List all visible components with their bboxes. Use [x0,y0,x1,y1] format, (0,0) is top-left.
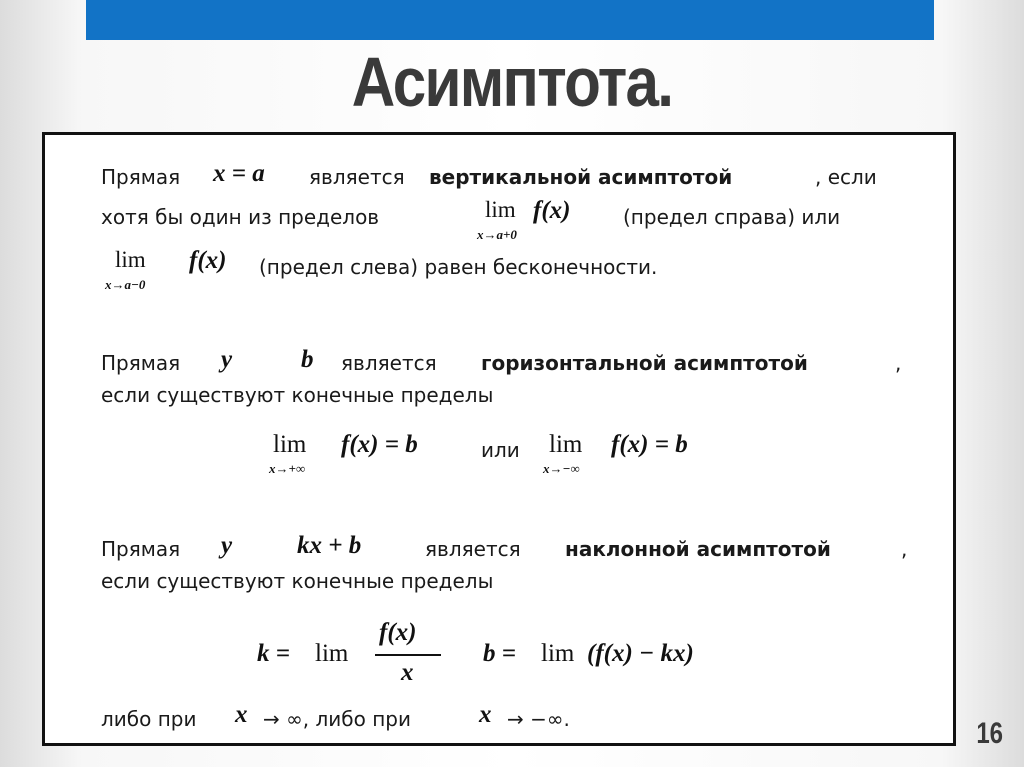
lim-minus-inf: lim [549,431,583,458]
lim-left: lim [115,247,146,272]
k-equals: k = [257,640,290,667]
lim-b: lim [541,640,575,667]
fraction-numerator: f(x) [379,619,417,646]
horizontal-expr-2: f(x) = b [611,431,688,458]
footer-text-1: либо при [101,707,197,731]
lim-minus-inf-sub: x→−∞ [543,461,580,476]
fraction-denominator: x [401,659,414,686]
lim-plus-inf: lim [273,431,307,458]
lim-left-sub: x→a−0 [105,277,146,292]
oblique-expr: kx + b [297,532,362,559]
b-expression: (f(x) − kx) [587,640,694,667]
vertical-equation: x = a [213,160,265,187]
horizontal-or: или [481,438,520,462]
vertical-verb: является [309,165,405,189]
vertical-tail: , если [815,165,877,189]
lim-k: lim [315,640,349,667]
footer-text-2: → ∞, либо при [263,707,411,731]
lim-right: lim [485,197,516,222]
vertical-line2: хотя бы один из пределов [101,205,380,229]
vertical-prefix: Прямая [101,165,181,189]
oblique-term: наклонной асимптотой [565,537,831,561]
footer-text-3: → −∞. [507,707,570,731]
oblique-verb: является [425,537,521,561]
lim-right-sub: x→a+0 [477,227,517,242]
oblique-var-y: y [221,532,233,559]
slide-title: Асимптота. [351,43,673,121]
horizontal-prefix: Прямая [101,351,181,375]
vertical-term: вертикальной асимптотой [429,165,733,189]
slide-number: 16 [975,717,1003,750]
fx-left: f(x) [189,247,227,274]
horizontal-var-y: y [221,346,233,373]
lim-plus-inf-sub: x→+∞ [269,461,306,476]
oblique-tail: , [901,537,908,561]
footer-var-1: x [235,701,248,728]
top-accent-bar [86,0,934,40]
fx-right: f(x) [533,197,571,224]
oblique-line2: если существуют конечные пределы [101,569,494,593]
horizontal-expr-1: f(x) = b [341,431,418,458]
oblique-prefix: Прямая [101,537,181,561]
footer-var-2: x [479,701,492,728]
vertical-line3: (предел слева) равен бесконечности. [259,255,658,279]
horizontal-tail: , [895,351,902,375]
content-frame [42,132,956,746]
horizontal-term: горизонтальной асимптотой [481,351,808,375]
horizontal-verb: является [341,351,437,375]
vertical-line2-tail: (предел справа) или [623,205,841,229]
horizontal-line2: если существуют конечные пределы [101,383,494,407]
b-equals: b = [483,640,516,667]
horizontal-var-b: b [301,346,314,373]
fraction-bar [375,654,441,656]
